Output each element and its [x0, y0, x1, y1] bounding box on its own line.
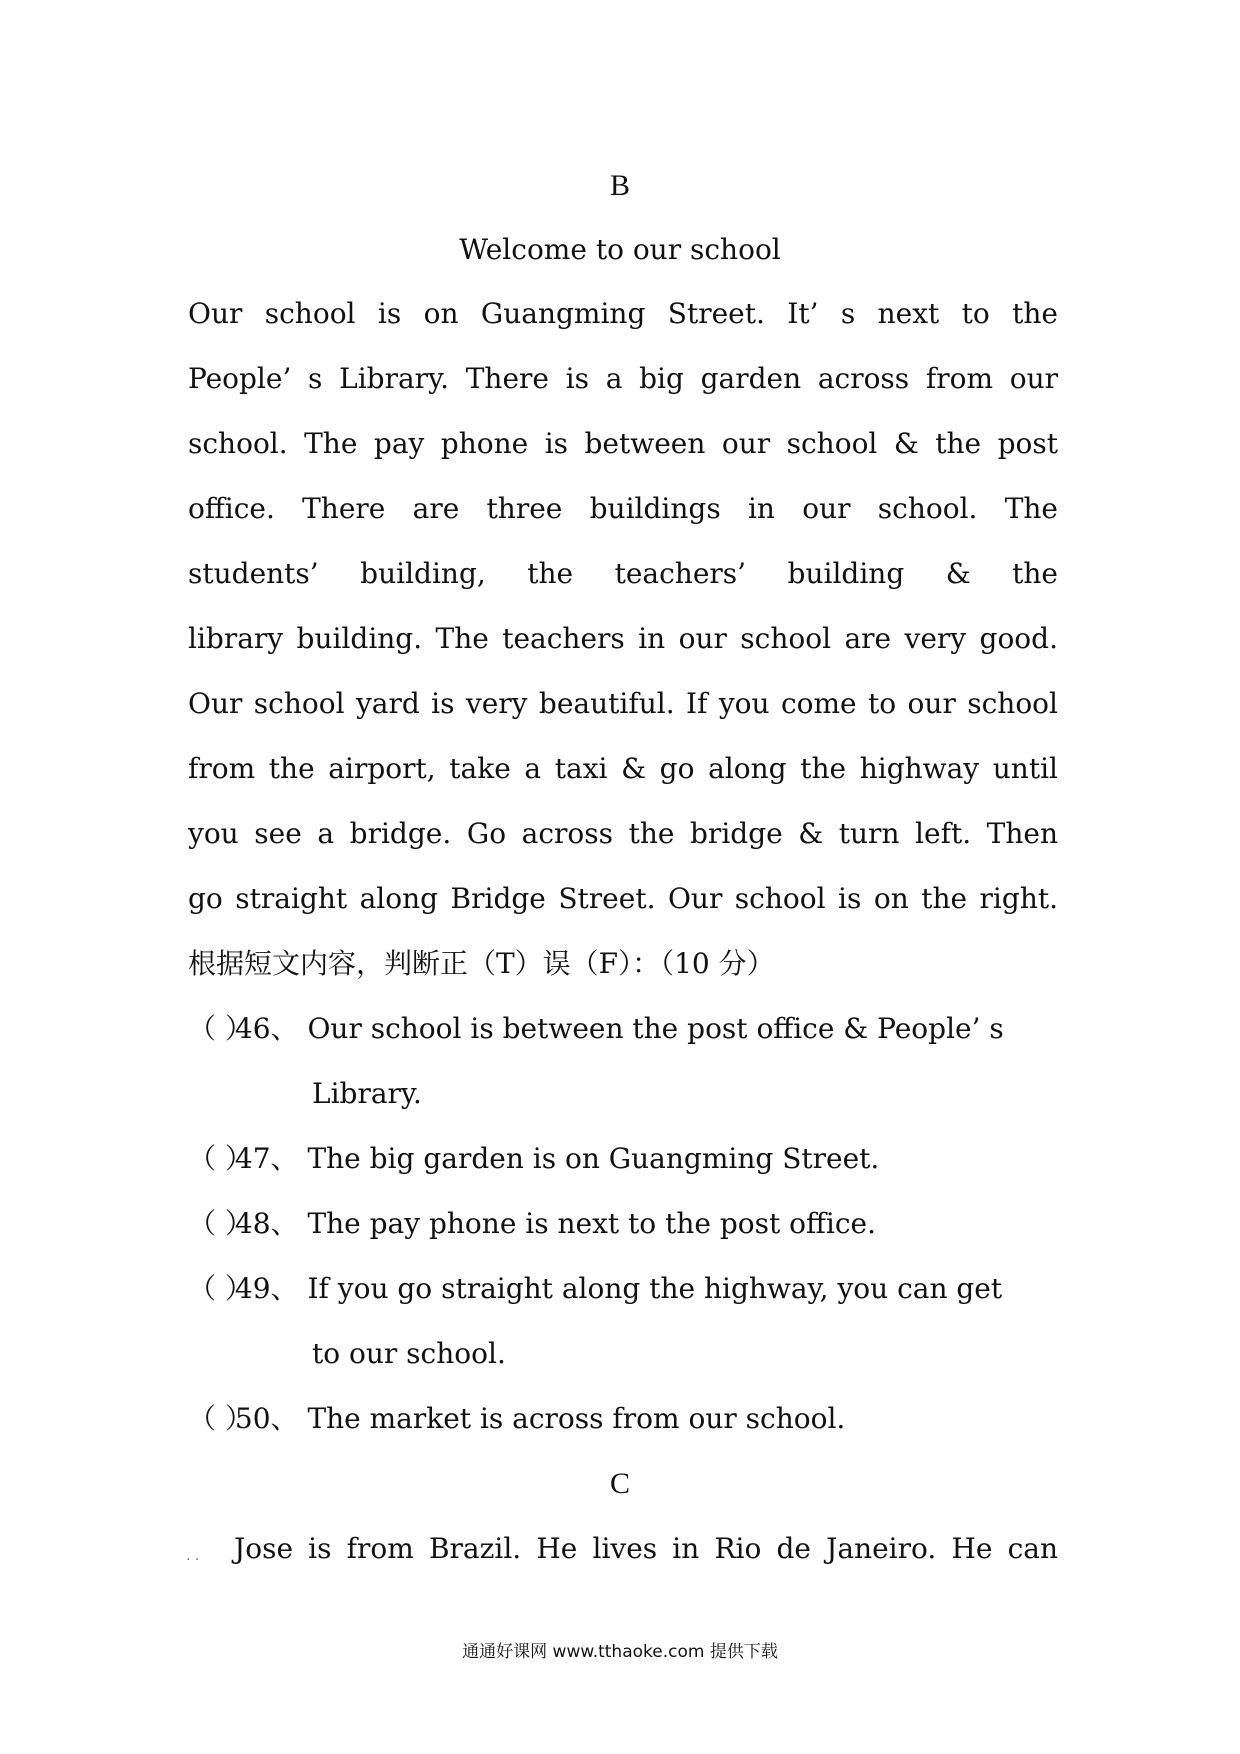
passage-line: People’ s Library. There is a big garden across from our — [188, 362, 1058, 395]
answer-blank[interactable]: （ ） — [188, 1402, 253, 1435]
exercise-instruction: 根据短文内容，判断正（T）误（F）：（10 分） — [188, 947, 775, 980]
passage-title: Welcome to our school — [459, 233, 781, 266]
question-number: 47、 — [234, 1142, 299, 1175]
footer-watermark: 通通好课网 www.tthaoke.com 提供下载 — [462, 1642, 778, 1662]
passage-line: office. There are three buildings in our school. The — [188, 492, 1058, 525]
passage-line: Our school is on Guangming Street. It’ s next to the — [188, 297, 1058, 330]
question-48 — [188, 1204, 876, 1244]
passage-line: you see a bridge. Go across the bridge & turn left. Then — [188, 817, 1058, 850]
passage-line: Our school yard is very beautiful. If you come to our school — [188, 687, 1058, 720]
question-49 — [188, 1269, 1002, 1309]
answer-blank[interactable]: （ ） — [188, 1142, 253, 1175]
answer-blank[interactable]: （ ） — [188, 1207, 253, 1240]
question-text: The pay phone is next to the post office. — [307, 1207, 876, 1240]
section-c-first-line: Jose is from Brazil. He lives in Rio de Janeiro. He can — [234, 1532, 1058, 1565]
question-number: 46、 — [234, 1012, 299, 1045]
question-47 — [188, 1139, 879, 1179]
passage-line: library building. The teachers in our school are very good. — [188, 622, 1058, 655]
question-number: 49、 — [234, 1272, 299, 1305]
passage-line: from the airport, take a taxi & go along the highway until — [188, 752, 1058, 785]
question-text: The market is across from our school. — [307, 1402, 846, 1435]
question-50 — [188, 1399, 845, 1439]
section-c-letter: C — [609, 1467, 630, 1500]
section-b-letter: B — [609, 169, 630, 202]
stray-marks: . . — [186, 1548, 200, 1564]
passage-line: students’ building, the teachers’ building & the — [188, 557, 1058, 590]
passage-line: go straight along Bridge Street. Our school is on the right. — [188, 882, 1058, 915]
question-text: Our school is between the post office & People’ s — [307, 1012, 1004, 1045]
question-number: 50、 — [234, 1402, 299, 1435]
question-49-continuation: to our school. — [312, 1337, 506, 1370]
question-number: 48、 — [234, 1207, 299, 1240]
question-46 — [188, 1009, 1004, 1049]
question-text: The big garden is on Guangming Street. — [307, 1142, 880, 1175]
answer-blank[interactable]: （ ） — [188, 1012, 253, 1045]
question-46-continuation: Library. — [312, 1077, 422, 1110]
question-text: If you go straight along the highway, you can get — [307, 1272, 1003, 1305]
passage-line: school. The pay phone is between our school & the post — [188, 427, 1058, 460]
answer-blank[interactable]: （ ） — [188, 1272, 253, 1305]
